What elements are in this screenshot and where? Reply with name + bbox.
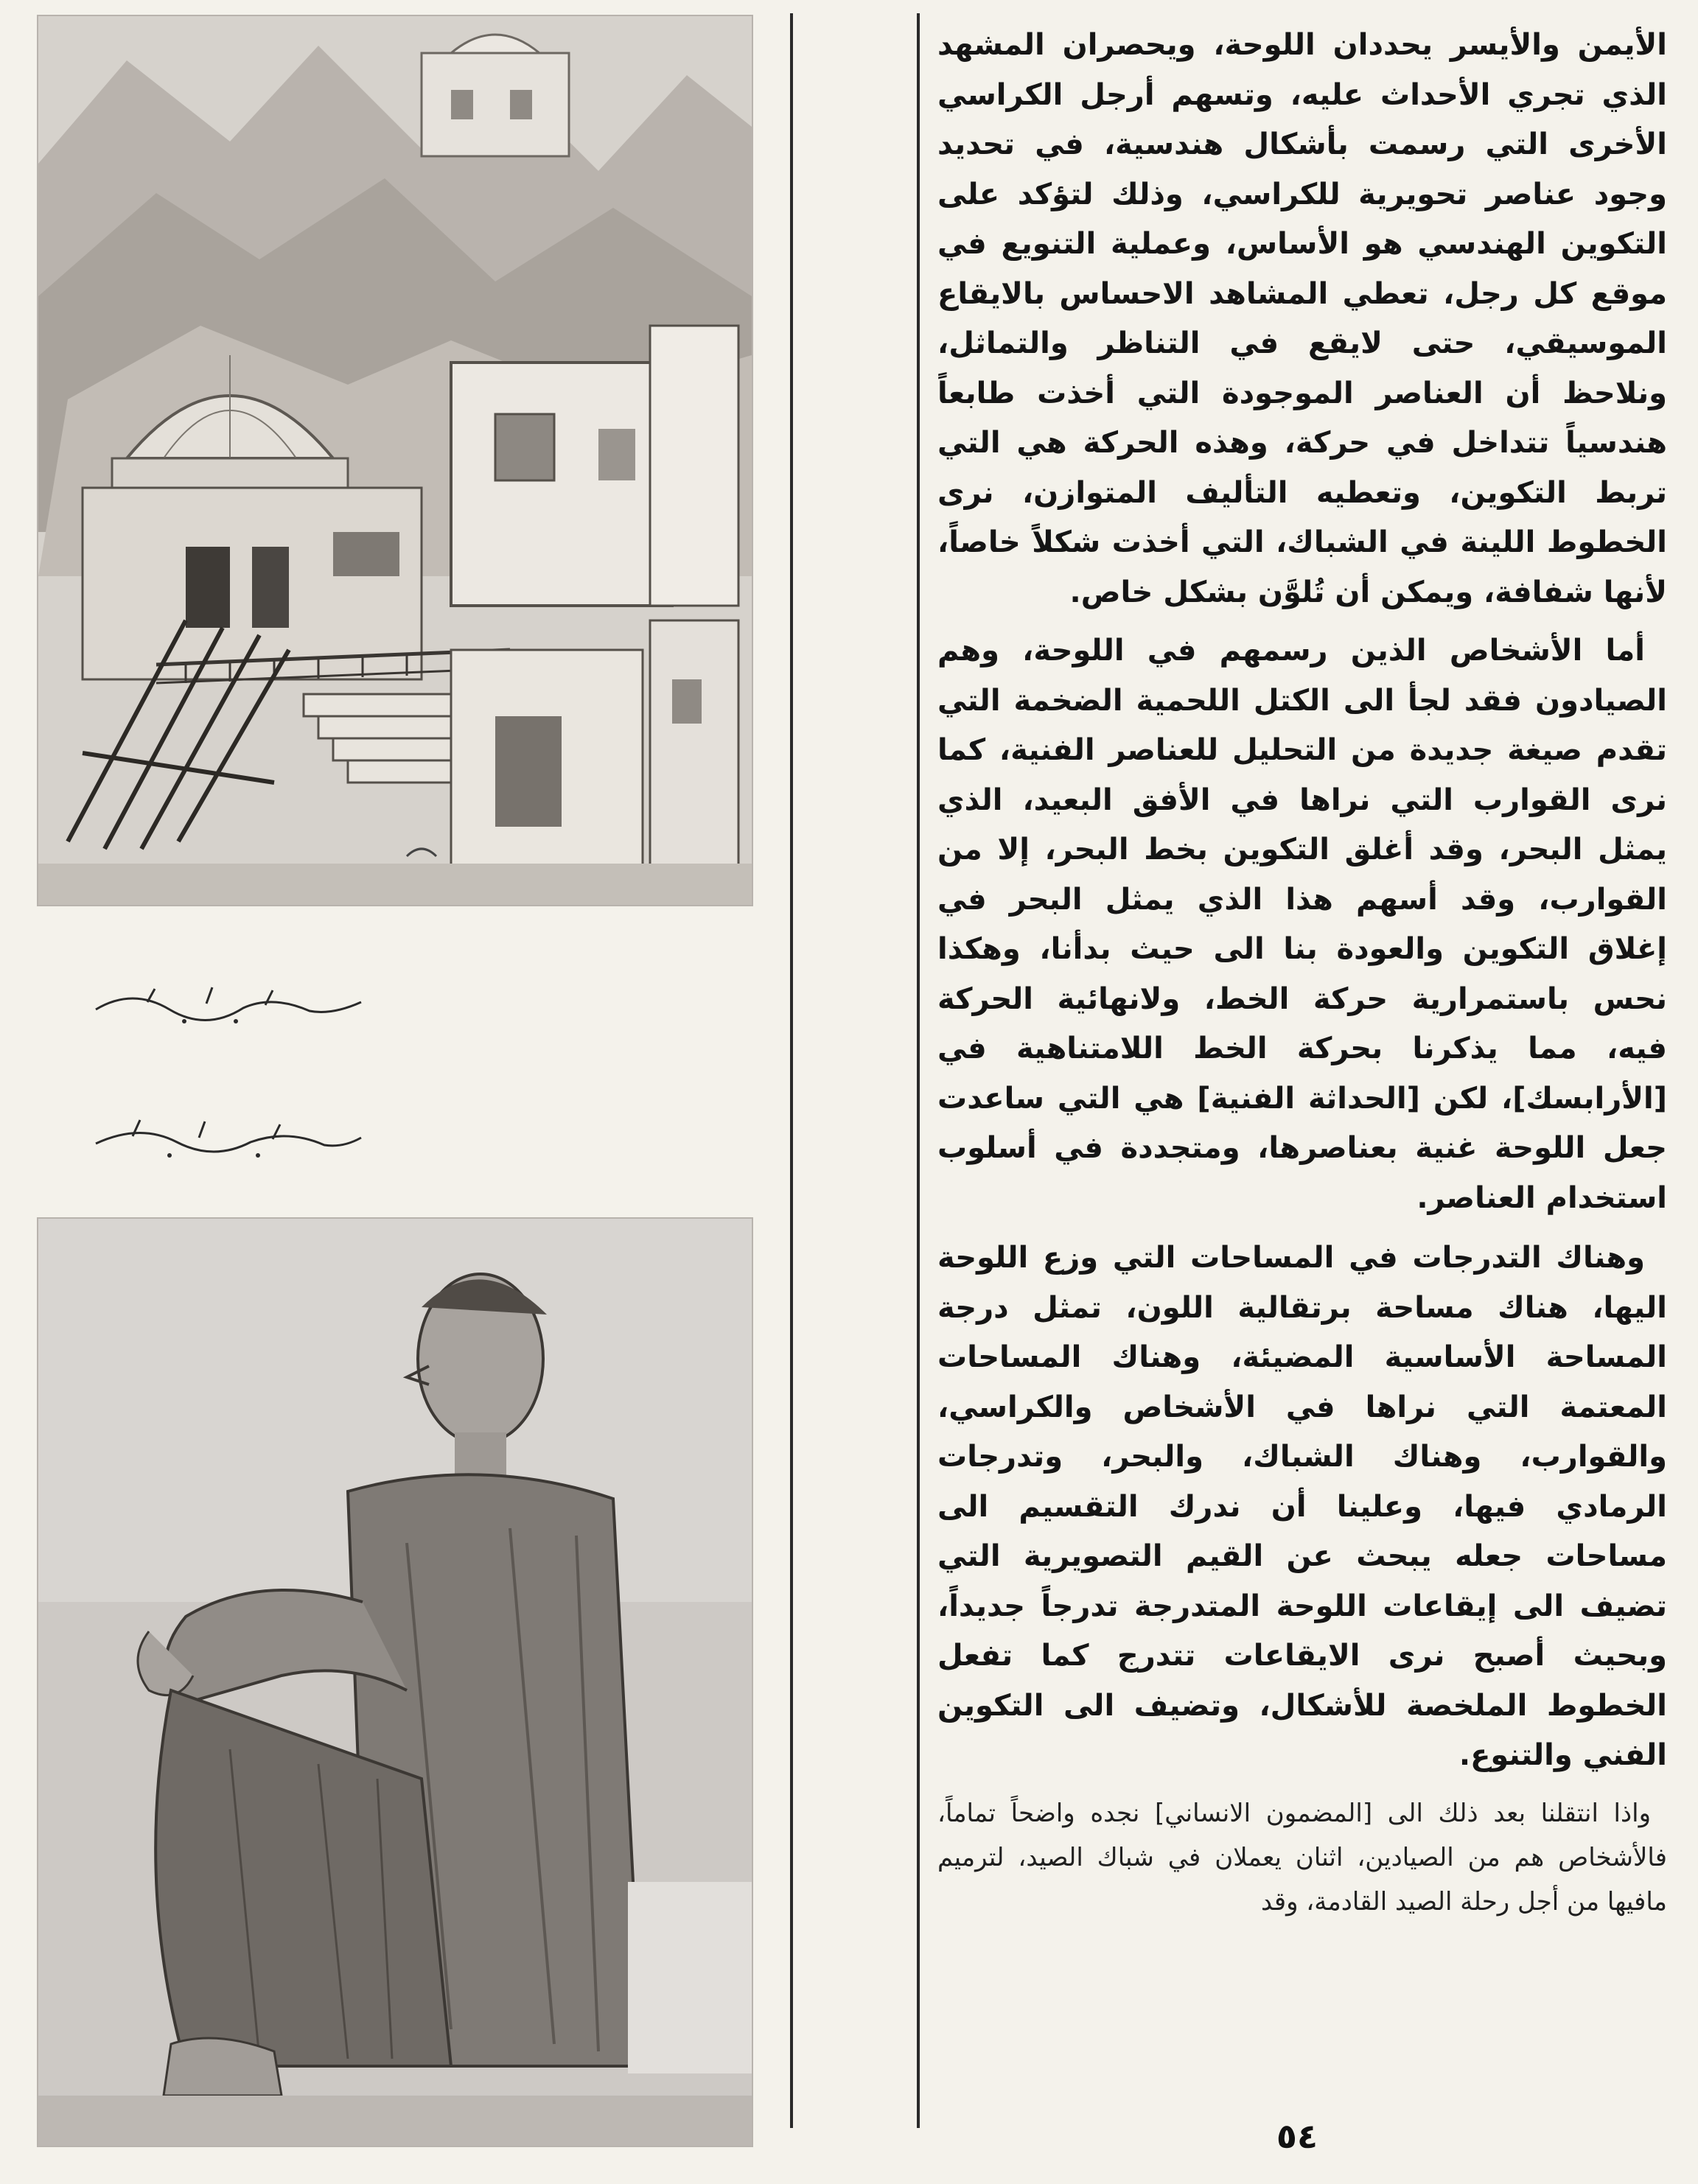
seated-figure-illustration xyxy=(38,1219,752,2146)
artist-signature-2 xyxy=(88,1105,368,1164)
painting-seated-figure xyxy=(37,1217,753,2147)
signature-scribble-1 xyxy=(88,973,368,1032)
article-paragraph-2: أما الأشخاص الذين رسمهم في اللوحة، وهم الصيادون فقد لجأ الى الكتل اللحمية الضخمة التي تقدم صيغة جديدة من التحليل للعناصر الفنية، كما نرى القوارب التي نراها في الأفق البعيد، الذي يمثل البحر، وقد أغلق التكوين بخط البحر، إلا من القوارب، وقد أسهم هذا الذي يمثل البحر في إغلاق التكوين والعودة بنا الى حيث بدأنا، وهكذا نحس باستمرارية حركة الخط، ولانهائية الحركة فيه، مما يذكرنا بحركة الخط اللامتناهية في [الأرابسك]، لكن [الحداثة الفنية] هي التي ساعدت جعل اللوحة غنية بعناصرها، ومتجددة في أسلوب استخدام العناصر. xyxy=(937,634,1667,1215)
artist-signature-1 xyxy=(88,973,368,1032)
column-divider-right xyxy=(917,13,920,2128)
article-paragraph-3: وهناك التدرجات في المساحات التي وزع اللوحة اليها، هناك مساحة برتقالية اللون، تمثل درجة المساحة الأساسية المضيئة، وهناك المساحات المعتمة التي نراها في الأشخاص والكراسي، والقوارب، وهناك الشباك، والبحر، وتدرجات الرمادي فيها، وعلينا أن ندرك التقسيم الى مساحات جعله يبحث عن القيم التصويرية التي تضيف الى إيقاعات اللوحة المتدرجة تدرجاً جديداً، وبحيث أصبح نرى الايقاعات تتدرج كما تفعل الخطوط الملخصة للأشكال، وتضيف الى التكوين الفني والتنوع. xyxy=(937,1241,1667,1772)
page-number: ٥٤ xyxy=(1276,2116,1318,2156)
article-paragraph-4: واذا انتقلنا بعد ذلك الى [المضمون الانساني] نجده واضحاً تماماً، فالأشخاص هم من الصيادين، اثنان يعملان في شباك الصيد، لترميم مافيها من أجل رحلة الصيد القادمة، وقد xyxy=(937,1798,1667,1917)
signature-scribble-2 xyxy=(88,1105,368,1164)
article-text-column xyxy=(937,21,1667,2113)
painting-town-dome xyxy=(37,15,753,906)
article-paragraph-1: الأيمن والأيسر يحددان اللوحة، ويحصران المشهد الذي تجري الأحداث عليه، وتسهم أرجل الكراسي الأخرى التي رسمت بأشكال هندسية، في تحديد وجود عناصر تحويرية للكراسي، وذلك لتؤكد على التكوين الهندسي هو الأساس، وعملية التنويع في موقع كل رجل، تعطي المشاهد الاحساس بالايقاع الموسيقي، حتى لايقع في التناظر والتماثل، ونلاحظ أن العناصر الموجودة التي أخذت طابعاً هندسياً تتداخل في حركة، وهذه الحركة هي التي تربط التكوين، وتعطيه التأليف المتوازن، نرى الخطوط اللينة في الشباك، التي أخذت شكلاً خاصاً، لأنها شفافة، ويمكن أن تُلوَّن بشكل خاص. xyxy=(937,28,1667,609)
column-divider-left xyxy=(790,13,793,2128)
illustrations-column xyxy=(0,0,789,2184)
town-painting-illustration xyxy=(38,16,752,905)
